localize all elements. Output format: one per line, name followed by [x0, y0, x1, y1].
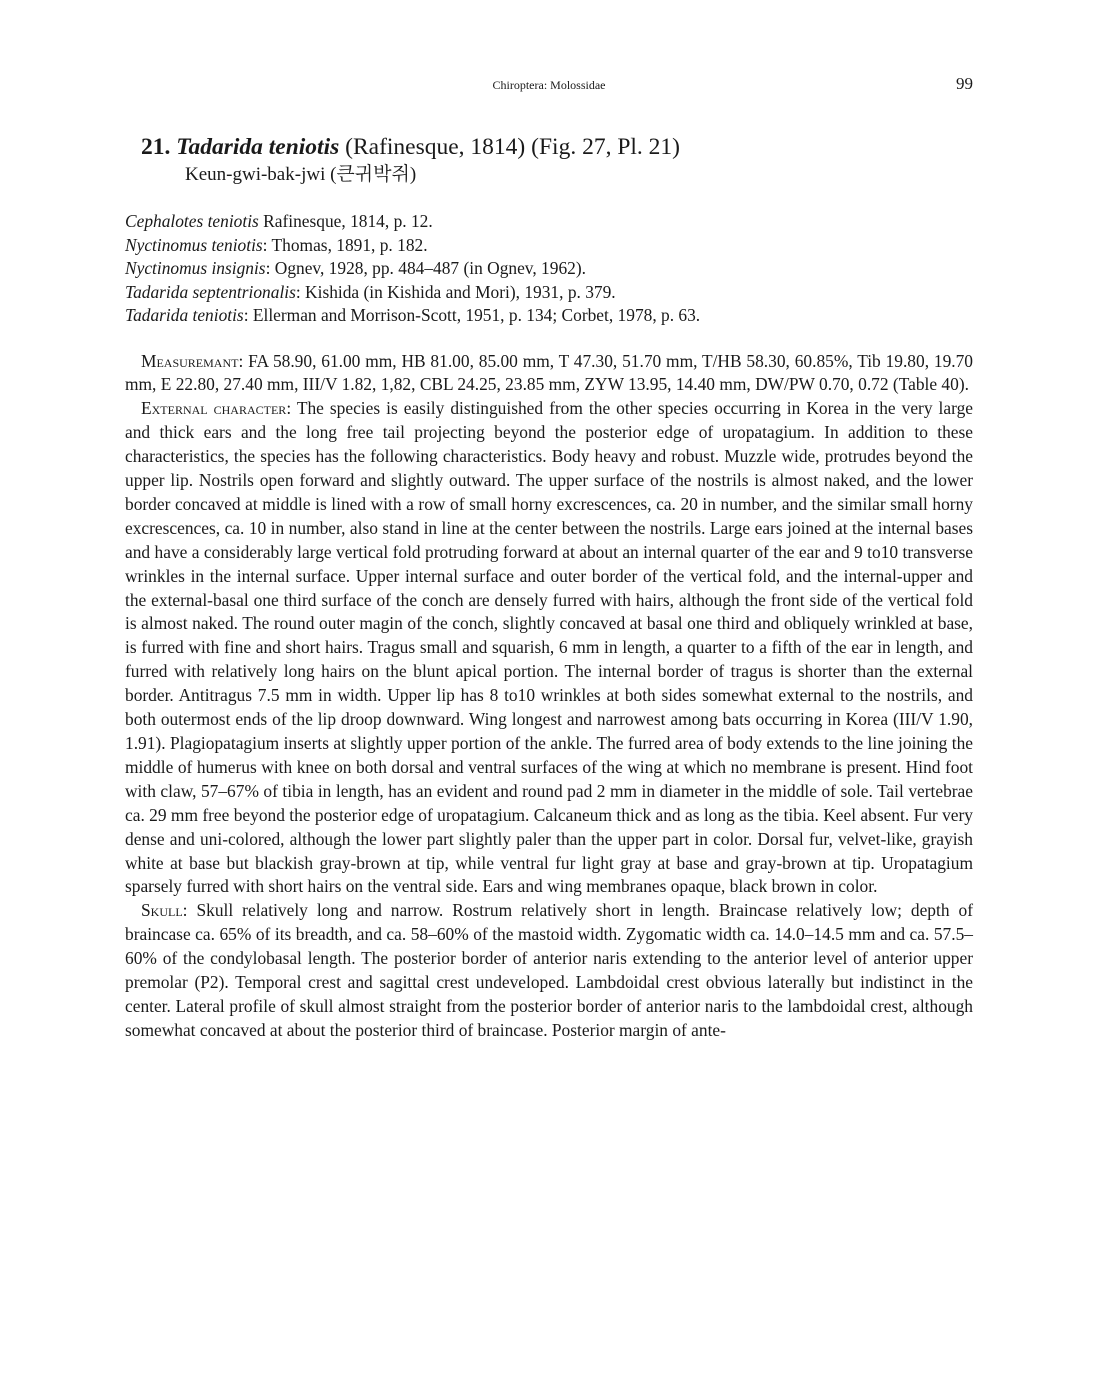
skull-paragraph	[125, 899, 973, 1042]
page	[125, 74, 973, 1043]
synonym-citation: Rafinesque, 1814, p. 12.	[258, 211, 433, 231]
synonym-name: Tadarida teniotis	[125, 305, 244, 325]
page-number: 99	[956, 74, 973, 93]
section-label: Measuremant	[141, 350, 239, 371]
authority: (Rafinesque, 1814)	[345, 134, 526, 160]
measurement-paragraph	[125, 350, 973, 398]
synonym-name: Tadarida septentrionalis	[125, 281, 296, 302]
synonym-name: Cephalotes teniotis	[125, 211, 259, 231]
scientific-name: Tadarida teniotis	[176, 134, 340, 160]
section-label: Skull	[141, 900, 183, 921]
synonym-name: Nyctinomus insignis	[125, 258, 266, 278]
section-text: : FA 58.90, 61.00 mm, HB 81.00, 85.00 mm, T 47.30, 51.70 mm, T/HB 58.30, 60.85%, Tib 19.80, 19.70 mm, E 22.80, 27.40 mm, III/V 1.82, 1,82, CBL 24.25, 23.85 mm, ZYW 13.95, 14.40 mm, DW/PW 0.70, 0.72 (Table 40).	[125, 350, 973, 395]
section-label: External character	[141, 398, 287, 419]
synonym-citation: : Ognev, 1928, pp. 484–487 (in Ognev, 1962).	[265, 258, 586, 278]
synonym-entry	[125, 281, 973, 305]
running-head	[125, 74, 973, 98]
synonym-entry	[125, 257, 973, 281]
external-character-paragraph	[125, 397, 973, 899]
synonym-citation: : Thomas, 1891, p. 182.	[262, 234, 428, 255]
species-heading	[141, 132, 973, 188]
section-text: : The species is easily distinguished from the other species occurring in Korea in the very large and thick ears and the long free tail projecting beyond the posterior edge of uropatagium. In addition to these characteristics, the species has the following characteristics. Body heavy and robust. Muzzle wide, protrudes beyond the upper lip. Nostrils open forward and slightly outward. The upper surface of the nostrils is almost naked, and the lower border concaved at middle is lined with a row of small horny excrescences, ca. 20 in number, and the similar small horny excrescences, ca. 10 in number, also stand in line at the center between the nostrils. Large ears joined at the internal bases and have a considerably large vertical fold protruding forward at about an internal quarter of the ear and 9 to10 transverse wrinkles in the internal surface. Upper internal surface and outer border of the vertical fold, and the internal-upper and the external-basal one third surface of the conch are densely furred with hairs, although the front side of the vertical fold is almost naked. The round outer magin of the conch, slightly concaved at basal one third and obliquely wrinkled at base, is furred with fine and short hairs. Tragus small and squarish, 6 mm in length, a quarter to a fifth of the ear in length, and furred with relatively long hairs on the blunt apical portion. The internal border of tragus is shorter than the external border. Antitragus 7.5 mm in width. Upper lip has 8 to10 wrinkles at both sides somewhat external to the nostrils, and both outermost ends of the lip droop downward. Wing longest and narrowest among bats occurring in Korea (III/V 1.90, 1.91). Plagiopatagium inserts at slightly upper portion of the ankle. The furred area of body extends to the line joining the middle of humerus with knee on both dorsal and ventral surfaces of the wing at which no membrane is present. Hind foot with claw, 57–67% of tibia in length, has an evident and round pad 2 mm in diameter in the middle of sole. Tail vertebrae ca. 29 mm free beyond the posterior edge of uropatagium. Calcaneum thick and as long as the tibia. Keel absent. Fur very dense and uni-colored, although the lower part slightly paler than the upper part in color. Dorsal fur, velvet-like, grayish white at base but blackish gray-brown at tip, while ventral fur light gray at base and gray-brown at tip. Uropatagium sparsely furred with short hairs on the ventral side. Ears and wing membranes opaque, black brown in color.	[125, 398, 974, 897]
section-text: : Skull relatively long and narrow. Rostrum relatively short in length. Braincase relatively low; depth of braincase ca. 65% of its breadth, and ca. 58–60% of the mastoid width. Zygomatic width ca. 14.0–14.5 mm and ca. 57.5–60% of the condylobasal length. The posterior border of anterior naris extending to the anterior level of anterior upper premolar (P2). Temporal crest and sagittal crest undeveloped. Lambdoidal crest obvious laterally but indistinct in the center. Lateral profile of skull almost straight from the posterior border of anterior naris to the lambdoidal crest, although somewhat concaved at about the posterior third of braincase. Posterior margin of ante-	[125, 900, 973, 1040]
figure-reference: (Fig. 27, Pl. 21)	[531, 134, 680, 160]
running-title: Chiroptera: Molossidae	[492, 78, 606, 92]
species-title	[141, 132, 973, 162]
synonym-name: Nyctinomus teniotis	[125, 234, 263, 255]
species-number: 21.	[141, 134, 171, 160]
synonymy-list	[125, 210, 973, 328]
synonym-entry	[125, 210, 973, 234]
description-body	[125, 350, 973, 1043]
synonym-citation: : Kishida (in Kishida and Mori), 1931, p. 379.	[295, 281, 616, 302]
common-name: Keun-gwi-bak-jwi (큰귀박쥐)	[185, 164, 417, 185]
synonym-entry	[125, 304, 973, 328]
synonym-citation: : Ellerman and Morrison-Scott, 1951, p. 134; Corbet, 1978, p. 63.	[243, 305, 701, 325]
synonym-entry	[125, 234, 973, 258]
